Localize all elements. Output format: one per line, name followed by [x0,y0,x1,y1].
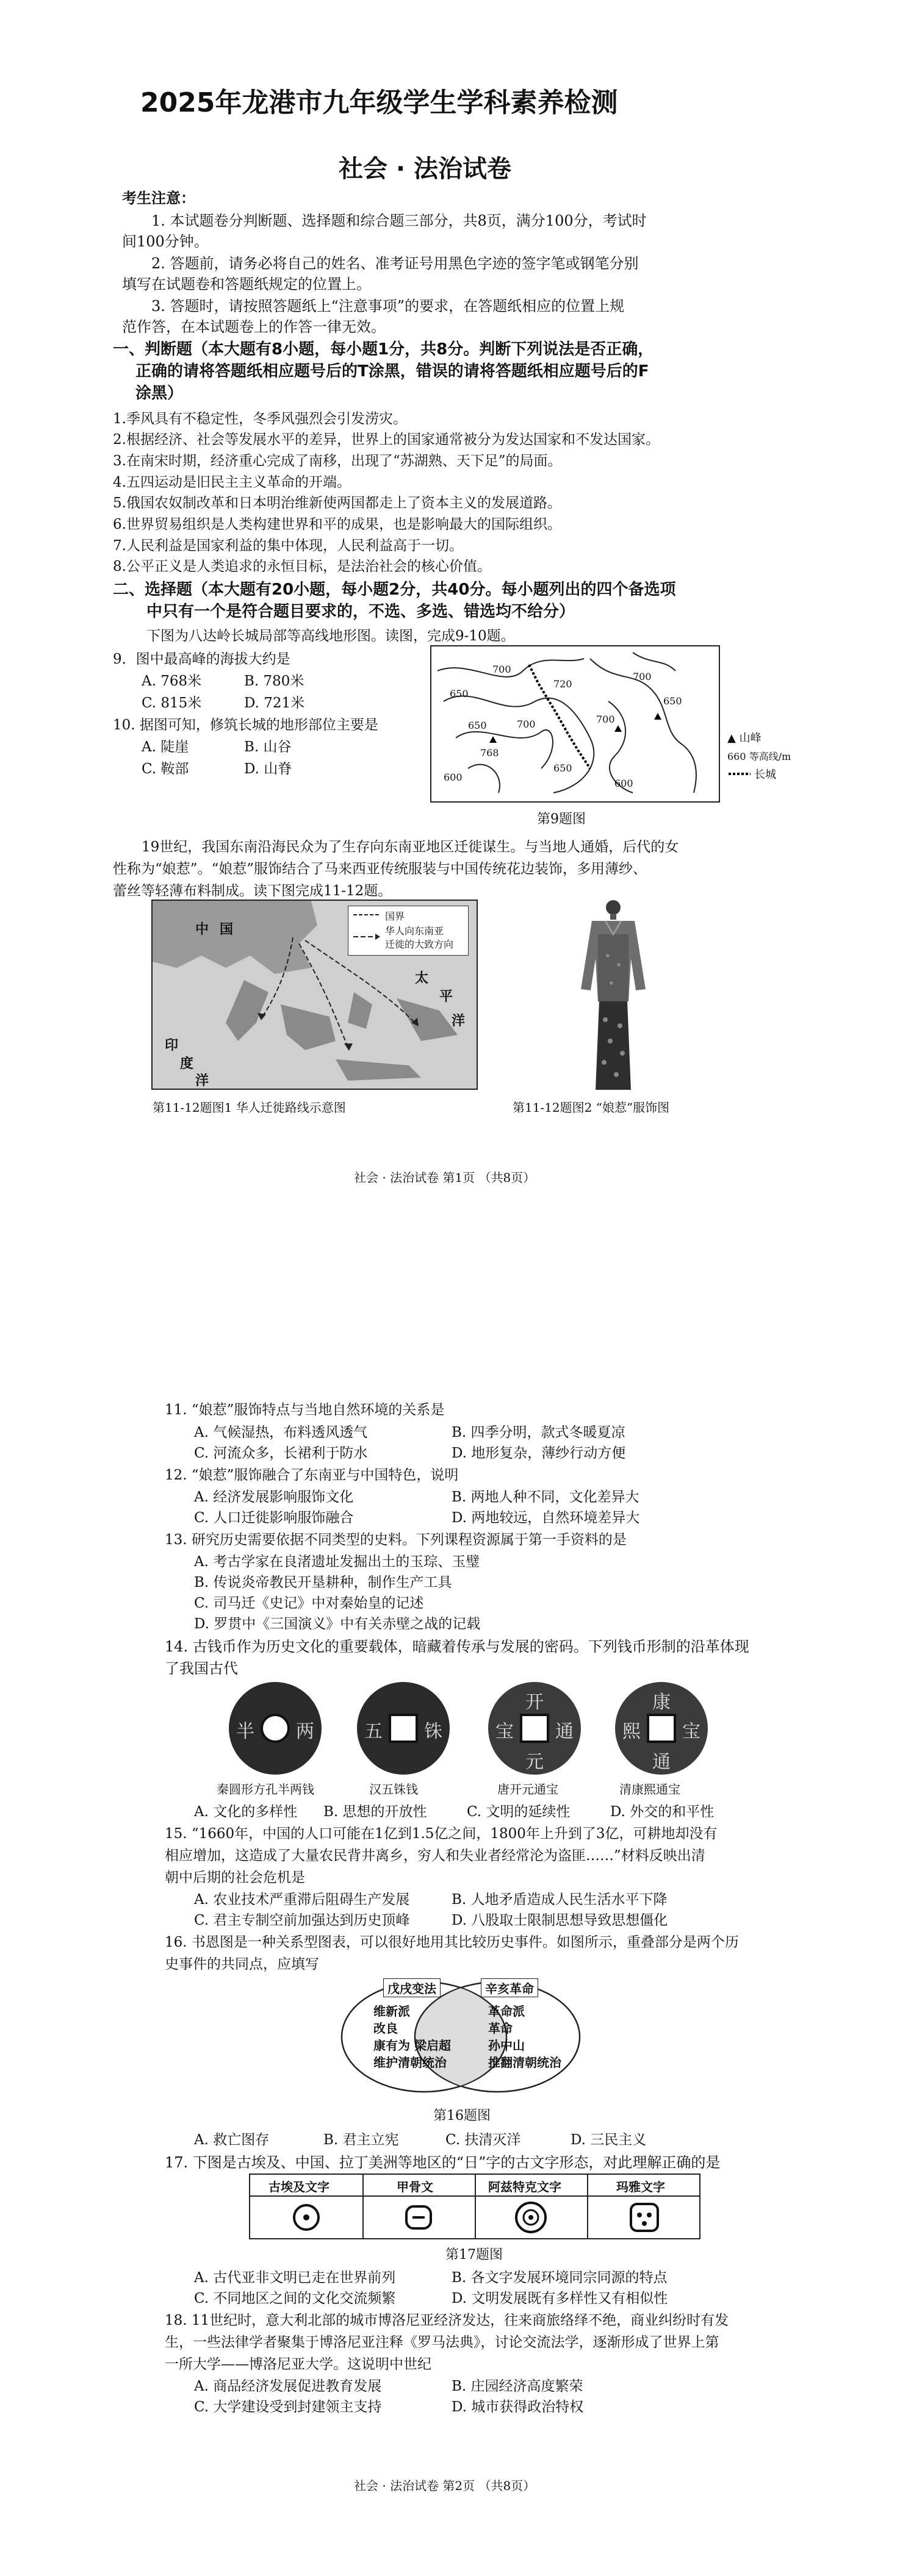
great-wall-legend-icon [727,770,752,778]
contour-label: 650 [663,695,682,707]
notice-line: 1. 本试题卷分判断题、选择题和综合题三部分，共8页，满分100分，考试时 [151,212,647,229]
venn-left-item: 维新派 [373,2004,410,2019]
coin-banliang-image [229,1682,322,1775]
q10-option-a[interactable]: A. 陡崖 [142,739,189,755]
section2-heading: 中只有一个是符合题目要求的，不选、多选、错选均不给分） [146,603,575,621]
figure-16-caption: 第16题图 [433,2108,491,2123]
venn-left-title: 戊戌变法 [383,1978,441,1997]
q16-option-d[interactable]: D. 三民主义 [571,2132,647,2148]
coin-character: 开 [525,1692,544,1713]
coin-character: 铢 [424,1721,442,1742]
contour-label: 650 [553,762,572,774]
question-18: 生，一些法律学者聚集于博洛尼亚注释《罗马法典》，讨论交流法学，逐渐形成了世界上第 [165,2334,719,2350]
question-17: 17. 下图是古埃及、中国、拉丁美洲等地区的“日”字的古文字形态，对此理解正确的是 [165,2154,721,2171]
notice-line: 3. 答题时，请按照答题纸上“注意事项”的要求，在答题纸相应的位置上规 [151,298,625,315]
q9-option-d[interactable]: D. 721米 [244,695,305,711]
exam-title: 2025年龙港市九年级学生学科素养检测 [140,87,618,118]
coin-character: 宝 [495,1721,514,1742]
question-9: 9．图中最高峰的海拔大约是 [113,651,290,667]
legend-line-icons [352,912,381,946]
map-legend-contour: 660 等高线/m [727,751,791,762]
legend-route-label: 迁徙的大致方向 [385,939,454,950]
coin-character: 通 [555,1721,574,1742]
coin-character: 五 [364,1721,383,1742]
route-map-legend [348,906,469,956]
question-15: 相应增加，这造成了大量农民背井离乡，穷人和失业者经常沦为盗匪……”材料反映出清 [165,1848,705,1864]
coin-caption: 秦圆形方孔半两钱 [217,1782,314,1797]
judge-item: 6.世界贸易组织是人类构建世界和平的成果，也是影响最大的国际组织。 [113,517,561,532]
q15-option-b[interactable]: B. 人地矛盾造成人民生活水平下降 [452,1892,668,1908]
q18-option-a[interactable]: A. 商品经济发展促进教育发展 [194,2378,382,2394]
map-label: 国 [220,921,234,937]
map-legend-wall: 长城 [754,768,776,781]
contour-label: 700 [633,671,652,682]
page-footer: 社会 · 法治试卷 第1页 （共8页） [354,1170,536,1185]
q14-option-c[interactable]: C. 文明的延续性 [467,1804,571,1820]
q10-option-c[interactable]: C. 鞍部 [142,761,189,777]
question-10: 10. 据图可知，修筑长城的地形部位主要是 [113,717,378,733]
question-13: 13. 研究历史需要依据不同类型的史料。下列课程资源属于第一手资料的是 [165,1532,627,1548]
question-14: 了我国古代 [165,1660,238,1677]
figure-17-caption: 第17题图 [445,2247,503,2263]
q10-option-b[interactable]: B. 山谷 [244,739,292,755]
question-15: 15. “1660年，中国的人口可能在1亿到1.5亿之间，1800年上升到了3亿，可耕地却没有 [165,1826,718,1842]
q9-option-b[interactable]: B. 780米 [244,673,304,689]
coin-kaiyuan-image [488,1682,581,1775]
coin-caption: 唐开元通宝 [497,1782,558,1797]
question-11: 11. “娘惹”服饰特点与当地自然环境的关系是 [165,1402,445,1418]
coin-wuzhu-image [357,1682,450,1775]
coin-character: 两 [296,1721,314,1742]
coin-character: 康 [652,1692,671,1713]
notice-line: 2. 答题前，请务必将自己的姓名、准考证号用黑色字迹的签字笔或钢笔分别 [151,255,639,272]
map-intro: 下图为八达岭长城局部等高线地形图。读图，完成9-10题。 [146,628,515,644]
nyonya-dress-image [567,898,659,1093]
q11-option-c[interactable]: C. 河流众多，长裙利于防水 [194,1445,368,1461]
map-label: 太 [415,970,429,986]
context-paragraph: 性称为“娘惹”。“娘惹”服饰结合了马来西亚传统服装与中国传统花边装饰，多用薄纱、 [113,861,647,877]
section1-heading: 正确的请将答题纸相应题号后的T涂黑，错误的请将答题纸相应题号后的F [135,362,649,381]
q18-option-d[interactable]: D. 城市获得政治特权 [452,2399,584,2415]
q14-option-d[interactable]: D. 外交的和平性 [610,1804,715,1820]
map-label: 洋 [452,1013,466,1029]
page-footer: 社会 · 法治试卷 第2页 （共8页） [354,2478,536,2493]
venn-right-item: 革命派 [488,2004,525,2019]
section1-heading: 一、判断题（本大题有8小题，每小题1分，共8分。判断下列说法是否正确， [113,340,654,359]
contour-label: 700 [596,714,615,725]
sun-glyph-icons [250,2197,699,2238]
q18-option-c[interactable]: C. 大学建设受到封建领主支持 [194,2399,382,2415]
contour-label: 700 [492,664,511,675]
q12-option-c[interactable]: C. 人口迁徙影响服饰融合 [194,1510,354,1526]
coin-character: 元 [525,1751,544,1773]
q15-option-d[interactable]: D. 八股取士限制思想导致思想僵化 [452,1912,668,1928]
judge-item: 7.人民利益是国家利益的集中体现，人民利益高于一切。 [113,538,463,554]
peak-elevation-label: 768 [480,747,499,759]
script-label: 阿兹特克文字 [488,2180,561,2194]
coin-caption: 清康熙通宝 [619,1782,680,1797]
q15-option-a[interactable]: A. 农业技术严重滞后阻碍生产发展 [194,1892,410,1908]
figure-11-12-1-caption: 第11-12题图1 华人迁徙路线示意图 [153,1100,346,1115]
q16-option-c[interactable]: C. 扶清灭洋 [445,2132,521,2148]
notice-line: 间100分钟。 [122,233,209,250]
judge-item: 1.季风具有不稳定性，冬季风强烈会引发涝灾。 [113,411,407,427]
map-legend-peak: ▲ 山峰 [727,732,762,745]
coin-character: 熙 [622,1721,641,1742]
contour-label: 650 [468,720,487,731]
q13-option-b[interactable]: B. 传说炎帝教民开垦耕种，制作生产工具 [194,1575,452,1590]
q13-option-c[interactable]: C. 司马迁《史记》中对秦始皇的记述 [194,1595,424,1611]
q12-option-a[interactable]: A. 经济发展影响服饰文化 [194,1489,354,1505]
venn-right-item: 革命 [488,2021,513,2036]
contour-label: 720 [553,678,572,690]
question-12: 12. “娘惹”服饰融合了东南亚与中国特色，说明 [165,1467,459,1483]
exam-page-1 [0,0,911,1250]
contour-label: 650 [450,688,469,699]
q17-option-d[interactable]: D. 文明发展既有多样性又有相似性 [452,2291,668,2306]
q11-option-b[interactable]: B. 四季分明，款式冬暖夏凉 [452,1425,625,1440]
notice-heading: 考生注意： [122,189,195,207]
q11-option-d[interactable]: D. 地形复杂，薄纱行动方便 [452,1445,626,1461]
legend-route-label: 华人向东南亚 [385,925,444,937]
coin-caption: 汉五铢钱 [369,1782,418,1797]
q12-option-b[interactable]: B. 两地人种不同，文化差异大 [452,1489,639,1505]
map-label: 度 [180,1056,194,1072]
venn-left-item: 改良 [373,2021,398,2036]
question-18: 一所大学——博洛尼亚大学。这说明中世纪 [165,2356,431,2372]
section1-heading: 涂黑） [135,384,184,402]
question-18: 18. 11世纪时，意大利北部的城市博洛尼亚经济发达，往来商旅络绎不绝，商业纠纷时有发 [165,2313,729,2328]
coin-character: 宝 [682,1721,700,1742]
q9-option-c[interactable]: C. 815米 [142,695,202,711]
notice-line: 填写在试题卷和答题纸规定的位置上。 [122,276,371,293]
contour-label: 600 [444,771,463,783]
judge-item: 8.公平正义是人类追求的永恒目标，是法治社会的核心价值。 [113,559,491,574]
script-label: 玛雅文字 [616,2180,665,2194]
map-label: 中 [195,921,209,937]
judge-item: 3.在南宋时期，经济重心完成了南移，出现了“苏湖熟、天下足”的局面。 [113,453,562,469]
figure-11-12-2-caption: 第11-12题图2 “娘惹”服饰图 [513,1100,670,1115]
context-paragraph: 蕾丝等轻薄布料制成。读下图完成11-12题。 [113,883,392,899]
question-14: 14. 古钱币作为历史文化的重要载体，暗藏着传承与发展的密码。下列钱币形制的沿革体现 [165,1638,749,1655]
q16-option-b[interactable]: B. 君主立宪 [323,2132,399,2148]
coin-kangxi-image [615,1682,708,1775]
section2-heading: 二、选择题（本大题有20小题，每小题2分，共40分。每小题列出的四个备选项 [113,581,676,599]
judge-item: 4.五四运动是旧民主主义革命的开端。 [113,474,351,490]
venn-right-item: 孙中山 [488,2038,525,2053]
page-gap [0,1250,911,1311]
question-15: 朝中后期的社会危机是 [165,1870,305,1886]
q13-option-d[interactable]: D. 罗贯中《三国演义》中有关赤壁之战的记载 [194,1616,481,1632]
question-16: 史事件的共同点，应填写 [165,1956,319,1972]
exam-page-2 [0,1311,911,2576]
map-label: 洋 [195,1073,209,1089]
coin-character: 半 [236,1721,254,1742]
venn-right-item: 推翻清朝统治 [488,2055,561,2070]
question-16: 16. 书恩图是一种关系型图表，可以很好地用其比较历史事件。如图所示，重叠部分是两个历 [165,1934,739,1950]
q14-option-b[interactable]: B. 思想的开放性 [323,1804,427,1820]
q9-option-a[interactable]: A. 768米 [142,673,202,689]
q15-option-c[interactable]: C. 君主专制空前加强达到历史顶峰 [194,1912,410,1928]
q16-option-a[interactable]: A. 救亡图存 [194,2132,270,2148]
map-label: 平 [439,989,453,1004]
venn-left-item: 维护清朝统治 [373,2055,447,2070]
notice-line: 范作答，在本试题卷上的作答一律无效。 [122,318,386,335]
q17-option-b[interactable]: B. 各文字发展环境同宗同源的特点 [452,2270,668,2286]
exam-subtitle: 社会 · 法治试卷 [339,155,512,183]
coin-character: 通 [652,1751,671,1773]
legend-border-label: 国界 [385,911,405,922]
q14-option-a[interactable]: A. 文化的多样性 [194,1804,298,1820]
q13-option-a[interactable]: A. 考古学家在良渚遗址发掘出土的玉琮、玉璧 [194,1554,480,1570]
contour-map [430,645,720,803]
q10-option-d[interactable]: D. 山脊 [244,761,292,777]
q18-option-b[interactable]: B. 庄园经济高度繁荣 [452,2378,583,2394]
figure-9-caption: 第9题图 [537,812,586,827]
contour-label: 600 [614,778,633,789]
migration-route-map [151,900,478,1090]
context-paragraph: 19世纪，我国东南沿海民众为了生存向东南亚地区迁徙谋生。与当地人通婚，后代的女 [142,839,679,855]
contour-label: 700 [517,718,536,730]
q17-option-a[interactable]: A. 古代亚非文明已走在世界前列 [194,2270,396,2286]
script-label: 古埃及文字 [268,2180,329,2194]
map-label: 印 [165,1037,179,1053]
venn-right-title: 辛亥革命 [481,1978,538,1997]
q11-option-a[interactable]: A. 气候湿热，布料透风透气 [194,1425,368,1440]
venn-left-item: 康有为 梁启超 [373,2038,451,2053]
sun-glyph-table [249,2174,700,2239]
judge-item: 2.根据经济、社会等发展水平的差异，世界上的国家通常被分为发达国家和不发达国家。 [113,432,660,448]
q12-option-d[interactable]: D. 两地较远，自然环境差异大 [452,1510,640,1526]
script-label: 甲骨文 [397,2180,433,2194]
q17-option-c[interactable]: C. 不同地区之间的文化交流频繁 [194,2291,396,2306]
judge-item: 5.俄国农奴制改革和日本明治维新使两国都走上了资本主义的发展道路。 [113,495,561,511]
